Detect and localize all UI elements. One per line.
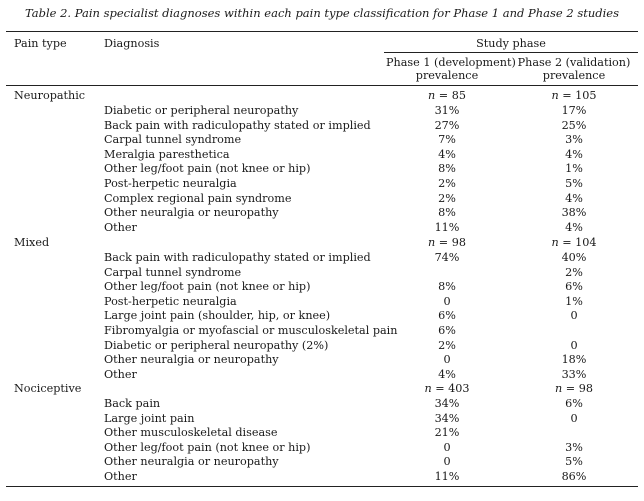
phase2-prevalence-cell: 1% [565,162,583,175]
pain-type-label: Mixed [14,236,50,249]
header-phase1-line1: Phase 1 (development) [386,56,516,69]
diagnosis-cell: Complex regional pain syndrome [104,192,292,205]
phase2-prevalence-cell: 18% [561,353,587,366]
phase2-prevalence-cell: 4% [565,192,583,205]
pain-type-label: Neuropathic [14,89,86,102]
phase1-prevalence-cell: 11% [434,470,460,483]
header-diagnosis: Diagnosis [104,37,160,50]
bottom-rule [6,486,638,487]
phase2-prevalence-cell: 4% [565,221,583,234]
phase2-prevalence-cell: 0 [570,309,578,322]
diagnosis-cell: Carpal tunnel syndrome [104,266,242,279]
phase2-prevalence-cell: 6% [565,280,583,293]
phase2-prevalence-cell: 0 [570,339,578,352]
pain-type-label: Nociceptive [14,382,82,395]
phase2-prevalence-cell: 1% [565,295,583,308]
n-symbol: n [551,89,559,102]
phase2-prevalence-cell: 38% [561,206,587,219]
header-study-phase: Study phase [476,37,546,50]
n-phase1 [386,89,508,103]
n-phase1-value: = 98 [438,236,466,249]
phase1-prevalence-cell: 0 [443,353,451,366]
phase2-prevalence-cell: 86% [561,470,587,483]
phase2-prevalence-cell: 6% [565,397,583,410]
phase2-prevalence-cell: 3% [565,133,583,146]
phase2-prevalence-cell: 2% [565,266,583,279]
n-symbol: n [555,382,563,395]
header-phase1-line2: prevalence [415,69,479,82]
diagnosis-cell: Other [104,221,137,234]
n-phase2-value: = 98 [565,382,593,395]
n-symbol: n [428,236,436,249]
phase2-prevalence-cell: 5% [565,177,583,190]
phase1-prevalence-cell: 2% [438,177,456,190]
n-phase2 [514,89,634,103]
diagnosis-cell: Other [104,368,137,381]
phase1-prevalence-cell: 0 [443,441,451,454]
header-phase2-line1: Phase 2 (validation) [517,56,631,69]
n-phase1-value: = 403 [435,382,470,395]
n-symbol: n [428,89,436,102]
header-bottom-rule [6,85,638,86]
diagnosis-cell: Diabetic or peripheral neuropathy [104,104,299,117]
phase1-prevalence-cell: 6% [438,309,456,322]
phase2-prevalence-cell: 33% [561,368,587,381]
n-phase2 [514,382,634,396]
diagnosis-cell: Post-herpetic neuralgia [104,177,237,190]
diagnosis-cell: Carpal tunnel syndrome [104,133,242,146]
phase2-prevalence-cell: 4% [565,148,583,161]
phase1-prevalence-cell: 8% [438,280,456,293]
phase1-prevalence-cell: 4% [438,368,456,381]
header-pain-type: Pain type [14,37,67,50]
diagnosis-cell: Large joint pain (shoulder, hip, or knee) [104,309,331,322]
header-phase2-line2: prevalence [542,69,606,82]
phase1-prevalence-cell: 0 [443,455,451,468]
diagnosis-cell: Other leg/foot pain (not knee or hip) [104,162,311,175]
phase1-prevalence-cell: 8% [438,206,456,219]
phase1-prevalence-cell: 8% [438,162,456,175]
top-rule [6,31,638,32]
phase2-prevalence-cell: 3% [565,441,583,454]
n-phase1 [386,236,508,250]
phase2-prevalence-cell: 17% [561,104,587,117]
n-phase2 [514,236,634,250]
diagnosis-cell: Post-herpetic neuralgia [104,295,237,308]
phase1-prevalence-cell: 34% [434,412,460,425]
diagnosis-cell: Meralgia paresthetica [104,148,230,161]
phase1-prevalence-cell: 6% [438,324,456,337]
phase1-prevalence-cell: 7% [438,133,456,146]
phase1-prevalence-cell: 21% [434,426,460,439]
n-phase2-value: = 104 [562,236,597,249]
n-phase1-value: = 85 [438,89,466,102]
diagnosis-cell: Fibromyalgia or myofascial or musculoskeletal pain [104,324,398,337]
phase2-prevalence-cell: 5% [565,455,583,468]
phase1-prevalence-cell: 11% [434,221,460,234]
n-phase2-value: = 105 [562,89,597,102]
diagnosis-cell: Other neuralgia or neuropathy [104,206,279,219]
study-phase-rule [384,52,638,53]
diagnosis-cell: Back pain with radiculopathy stated or implied [104,251,371,264]
phase1-prevalence-cell: 27% [434,119,460,132]
diagnosis-cell: Large joint pain [104,412,195,425]
n-phase1 [386,382,508,396]
n-symbol: n [424,382,432,395]
diagnosis-cell: Other neuralgia or neuropathy [104,353,279,366]
diagnosis-cell: Back pain [104,397,161,410]
phase2-prevalence-cell: 0 [570,412,578,425]
phase1-prevalence-cell: 2% [438,192,456,205]
diagnosis-cell: Other leg/foot pain (not knee or hip) [104,441,311,454]
phase2-prevalence-cell: 25% [561,119,587,132]
diagnosis-cell: Other [104,470,137,483]
phase2-prevalence-cell: 40% [561,251,587,264]
phase1-prevalence-cell: 31% [434,104,460,117]
phase1-prevalence-cell: 4% [438,148,456,161]
diagnosis-cell: Diabetic or peripheral neuropathy (2%) [104,339,329,352]
diagnosis-cell: Other neuralgia or neuropathy [104,455,279,468]
table-caption [0,6,644,20]
phase1-prevalence-cell: 0 [443,295,451,308]
diagnosis-cell: Back pain with radiculopathy stated or implied [104,119,371,132]
n-symbol: n [551,236,559,249]
diagnosis-cell: Other musculoskeletal disease [104,426,278,439]
diagnosis-cell: Other leg/foot pain (not knee or hip) [104,280,311,293]
phase1-prevalence-cell: 74% [434,251,460,264]
phase1-prevalence-cell: 2% [438,339,456,352]
caption-text: Table 2. Pain specialist diagnoses within each pain type classification for Phase 1 and Phase 2 studies [24,6,620,20]
phase1-prevalence-cell: 34% [434,397,460,410]
